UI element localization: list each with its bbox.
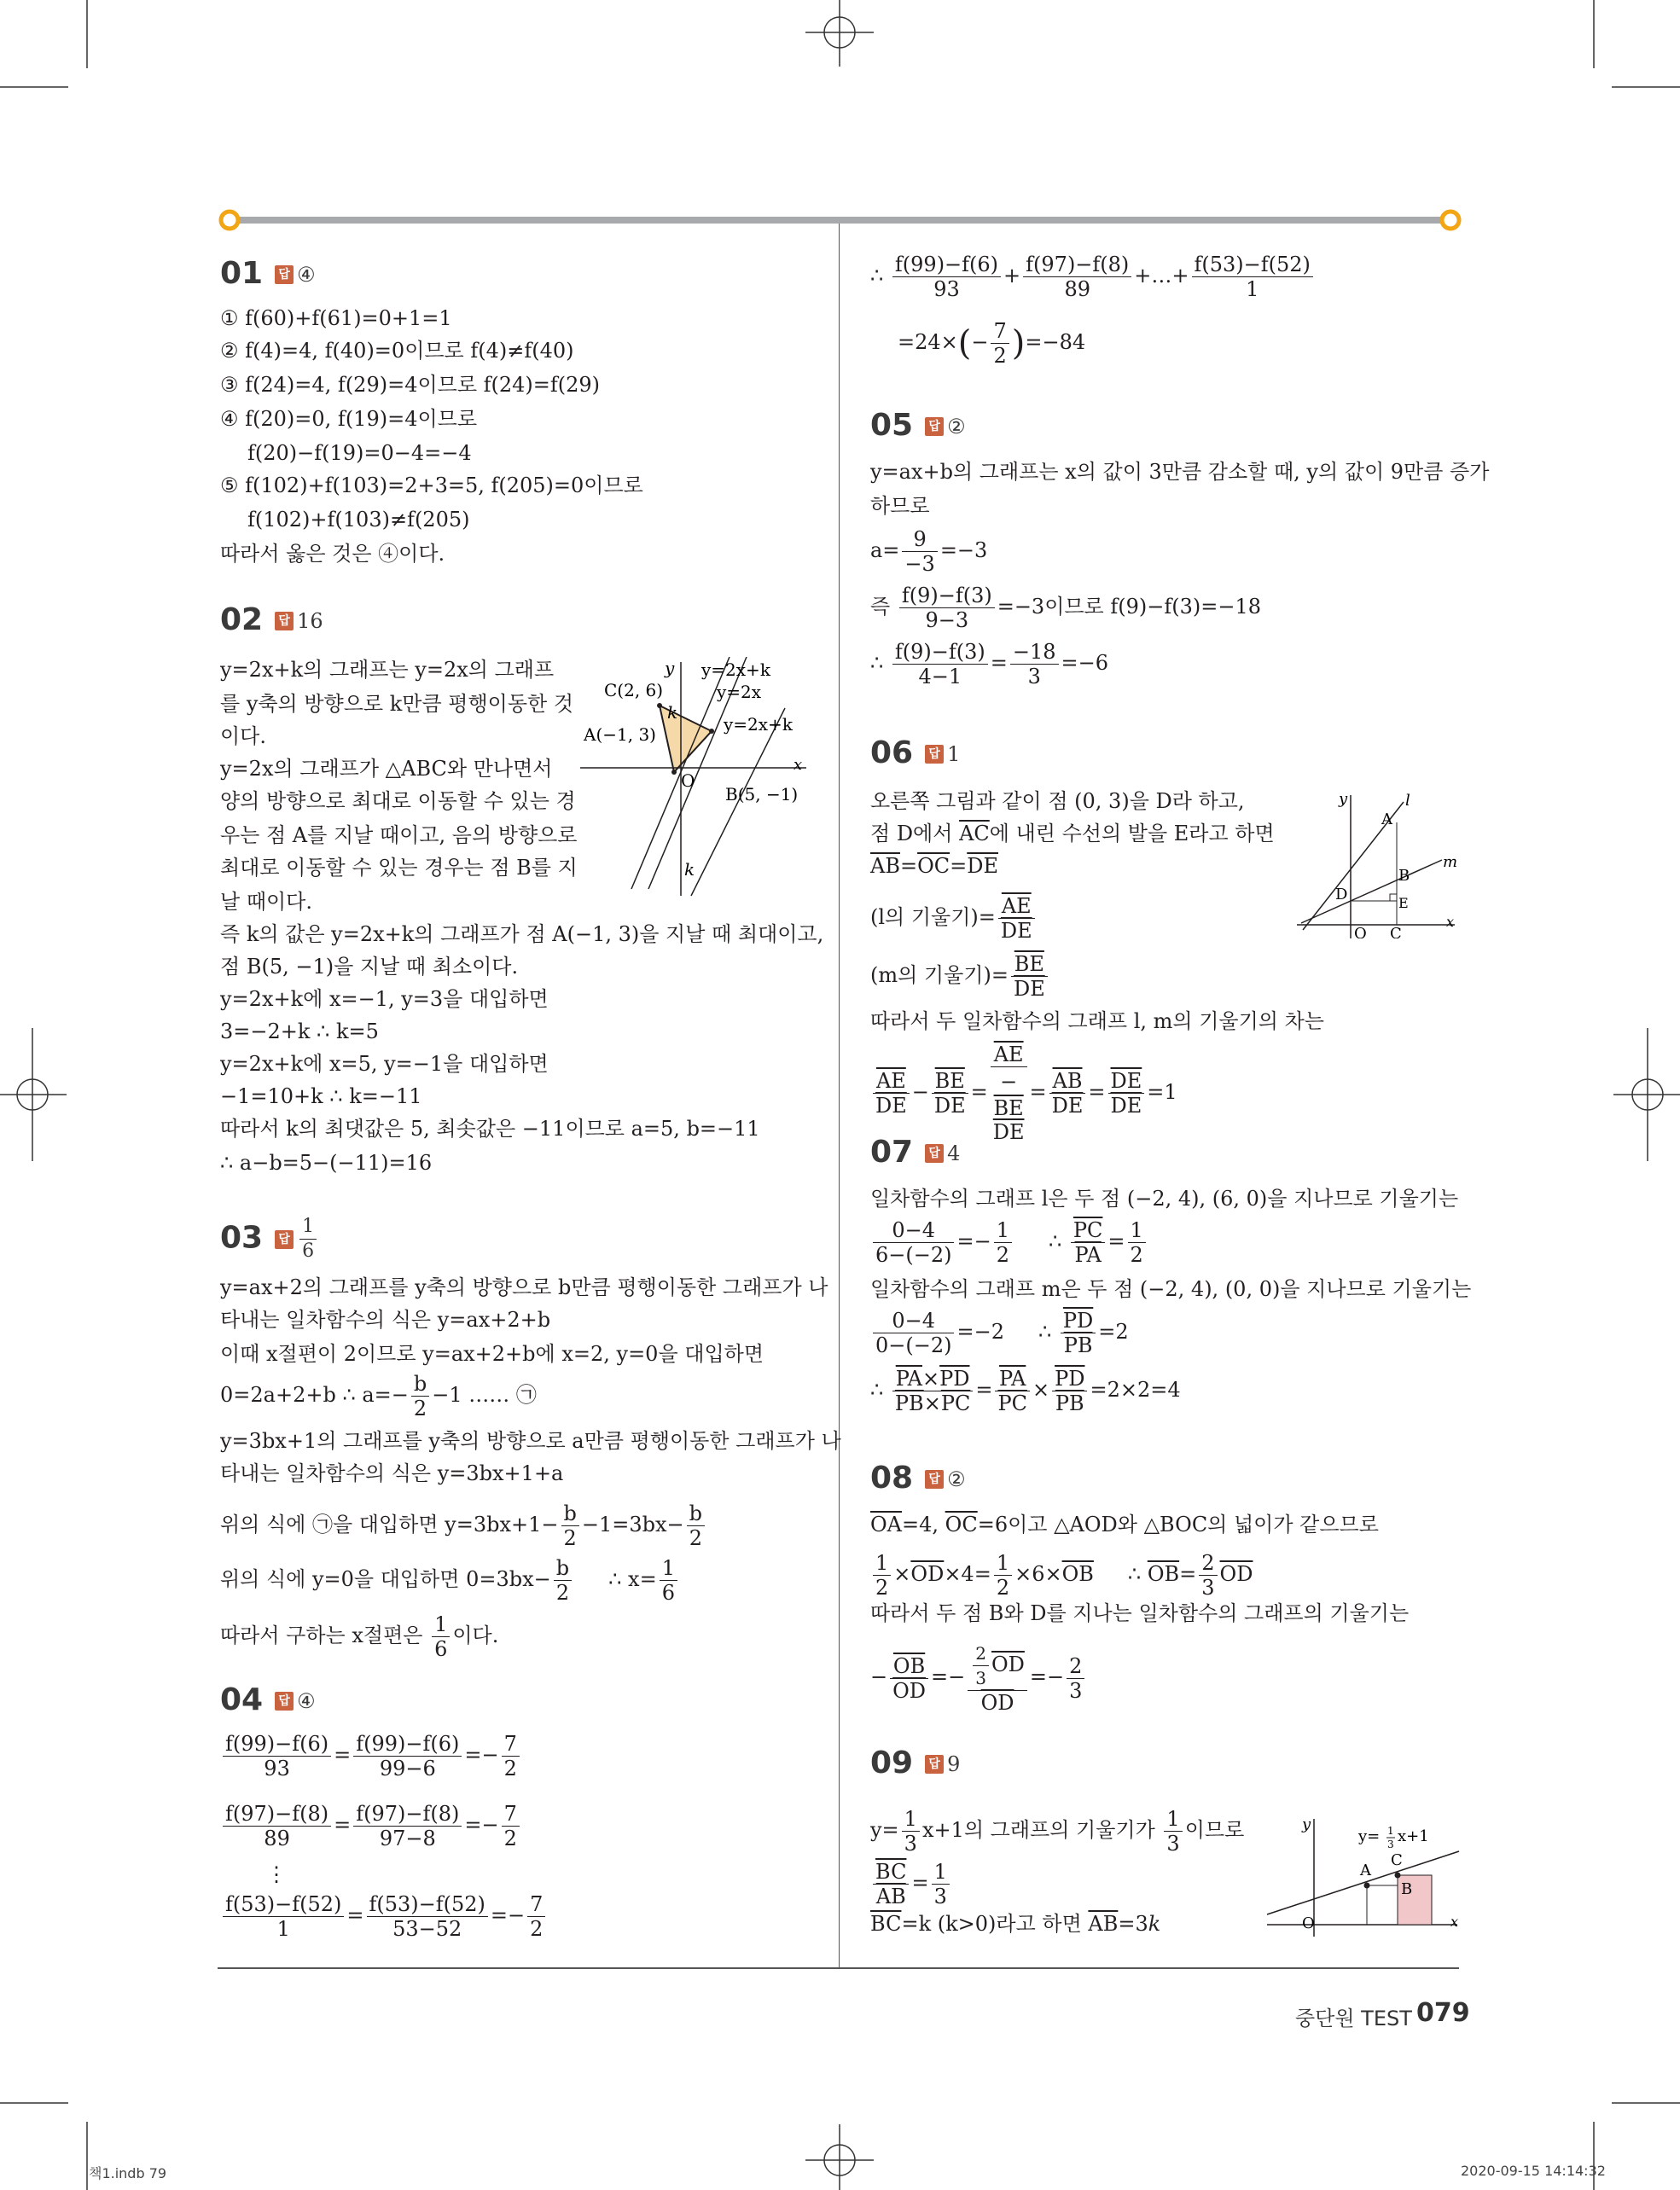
q08-equation: $\frac{1}{2}$ $\times\overline{OD}\times 4=$ $\frac{1}{2}$ $\times 6\times\overline{OB}$ ∴ $\overline{OB}=$ $\frac{2}{3}$ $\overline{OD}$ [870,1551,1253,1600]
q04-sum: ∴ $\frac{f(99)-f(6)}{93}$ + $\frac{f(97)-f(8)}{89}$ +…+ $\frac{f(53)-f(52)}{1}$ [870,253,1316,301]
q01-line: f(102)+f(103)≠f(205) [247,508,470,532]
bottom-rule [218,1967,1459,1969]
svg-text:C: C [1390,925,1402,938]
q09-header: 09 답 9 [870,1746,961,1780]
q02-line: y=2x+k의 그래프는 y=2x의 그래프 [220,658,555,682]
q02-line: 이다. [220,724,266,748]
line-m [1301,860,1442,923]
q06-graph [1293,785,1463,938]
q02-line: 즉 k의 값은 y=2x+k의 그래프가 점 A(−1, 3)을 지날 때 최대이고, [220,922,824,946]
q07-line: 일차함수의 그래프 m은 두 점 (−2, 4), (0, 0)을 지나므로 기울기는 [870,1277,1472,1301]
svg-text:B: B [1398,867,1410,885]
svg-text:A: A [1360,1862,1371,1879]
q02-graph [580,657,811,904]
q06-equation: (m의 기울기)= $\frac{\overline{BE}}{DE}$ [870,952,1050,1001]
q02-line: 양의 방향으로 최대로 이동할 수 있는 경 [220,789,576,813]
q04-row: $\frac{f(97)-f(8)}{89}$ = $\frac{f(97)-f(8)}{97-8}$ =− $\frac{7}{2}$ [220,1802,522,1850]
svg-text:y=2x: y=2x [717,682,762,702]
q03-header: 03 답 $\frac{1}{6}$ [220,1215,319,1263]
svg-text:y: y [1302,1815,1311,1833]
q05-line: 하므로 [870,494,930,518]
svg-text:3: 3 [1387,1839,1394,1850]
q07-equation: $\frac{0-4}{0-(-2)}$ =−2 ∴ $\frac{\overline{PD}}{PB}$ =2 [870,1309,1129,1357]
svg-text:y=: y= [1358,1827,1381,1845]
q01-line: ⑤ f(102)+f(103)=2+3=5, f(205)=0이므로 [220,473,643,497]
q07-line: 일차함수의 그래프 l은 두 점 (−2, 4), (6, 0)을 지나므로 기울기는 [870,1187,1459,1211]
q02-line: 3=−2+k ∴ k=5 [220,1019,379,1043]
q02-line: 점 B(5, −1)을 지날 때 최소이다. [220,955,519,979]
q03-line: y=3bx+1의 그래프를 y축의 방향으로 a만큼 평행이동한 그래프가 나 [220,1429,841,1453]
q05-header: 05 답 ② [870,408,966,443]
svg-text:l: l [1405,792,1410,810]
svg-text:y=2x+k: y=2x+k [724,714,793,735]
q06-equation: (l의 기울기)= $\frac{\overline{AE}}{DE}$ [870,894,1038,943]
q01-line: ④ f(20)=0, f(19)=4이므로 [220,407,478,431]
q05-equation: 즉 $\frac{f(9)-f(3)}{9-3}$ =−3이므로 f(9)−f(3)=−18 [870,584,1261,632]
print-timestamp: 2020-09-15 14:14:32 [1461,2163,1606,2179]
footer-section-label: 중단원 TEST [1295,2007,1412,2030]
q06-line: 점 D에서 $\overline{AC}$에 내린 수선의 발을 E라고 하면 [870,822,1275,845]
q08-line: 따라서 두 점 B와 D를 지나는 일차함수의 그래프의 기울기는 [870,1601,1410,1625]
q07-equation: $\frac{0-4}{6-(-2)}$ =− $\frac{1}{2}$ ∴ $\frac{\overline{PC}}{PA}$ = $\frac{1}{2}$ [870,1218,1148,1267]
svg-text:B: B [1401,1880,1413,1898]
svg-text:E: E [1398,895,1409,911]
q09-equation: $\frac{\overline{BC}}{AB}$ = $\frac{1}{3}$ [870,1860,952,1908]
q07-header: 07 답 4 [870,1135,961,1170]
q04-row: $\frac{f(53)-f(52)}{1}$ = $\frac{f(53)-f(52)}{53-52}$ =− $\frac{7}{2}$ [220,1892,548,1941]
svg-text:B(5, −1): B(5, −1) [725,784,799,805]
q04-header: 04 답 ④ [220,1682,316,1717]
q06-line: $\overline{AB}=\overline{OC}=\overline{DE}$ [870,854,998,878]
svg-text:x: x [793,756,803,774]
svg-text:y: y [665,658,675,678]
q02-line: ∴ a−b=5−(−11)=16 [220,1151,433,1175]
svg-text:k: k [667,702,678,723]
q02-header: 02 답 16 [220,602,323,637]
svg-text:D: D [1335,886,1348,903]
print-file-info: 책1.indb 79 [89,2165,167,2181]
q02-line: −1=10+k ∴ k=−11 [220,1084,422,1108]
q02-line: y=2x+k에 x=−1, y=3을 대입하면 [220,987,549,1011]
q04-row: $\frac{f(99)-f(6)}{93}$ = $\frac{f(99)-f(6)}{99-6}$ =− $\frac{7}{2}$ [220,1732,522,1780]
svg-text:A(−1, 3): A(−1, 3) [584,724,656,745]
svg-text:A: A [1381,810,1392,828]
q05-equation: ∴ $\frac{f(9)-f(3)}{4-1}$ = $\frac{-18}{3}$ =−6 [870,640,1109,688]
q03-equation: 위의 식에 y=0을 대입하면 0=3bx− $\frac{b}{2}$ ∴ x= $\frac{1}{6}$ [220,1556,680,1605]
q02-line: 따라서 k의 최댓값은 5, 최솟값은 −11이므로 a=5, b=−11 [220,1117,760,1141]
svg-text:C: C [1391,1851,1403,1869]
q02-line: y=2x+k에 x=5, y=−1을 대입하면 [220,1052,549,1076]
q01-line: 따라서 옳은 것은 ④이다. [220,542,445,566]
q01-line: ① f(60)+f(61)=0+1=1 [220,306,452,330]
q06-equation: $\frac{\overline{AE}}{DE}$ − $\frac{\overline{BE}}{DE}$ = $\overline{AE}$ − $\overline{BE}$ $\overline{DE}$ = $\frac{\overline{AB}}{DE}$ = $\frac{\overline{DE}}{DE}$ =1 [870,1043,1177,1144]
svg-text:x: x [1450,1914,1459,1930]
svg-text:y: y [1339,790,1348,808]
q02-line: 를 y축의 방향으로 k만큼 평행이동한 것 [220,692,574,716]
q03-line: 타내는 일차함수의 식은 y=ax+2+b [220,1308,551,1332]
q08-line: $\overline{OA}=4$, $\overline{OC}=6$이고 △AOD와 △BOC의 넓이가 같으므로 [870,1513,1379,1536]
q02-line: 최대로 이동할 수 있는 경우는 점 B를 지 [220,856,578,880]
q05-equation: a= $\frac{9}{-3}$ =−3 [870,527,988,576]
q06-header: 06 답 1 [870,735,961,770]
svg-text:O: O [681,770,695,791]
page-number: 079 [1416,1998,1470,2028]
q07-equation: ∴ $\frac{\overline{PA}\times\overline{PD}}{\overline{PB}\times\overline{PC}}$ = $\frac{\overline{PA}}{PC}$ × $\frac{\overline{PD}}{PB}$ =2×2=4 [870,1367,1181,1415]
q02-line: 날 때이다. [220,890,312,914]
q08-equation: − $\frac{\overline{OB}}{OD}$ =− $\frac{2}{3}$ $\overline{OD}$ OD =− $\frac{2}{3}$ [870,1641,1087,1715]
svg-text:k: k [684,859,695,880]
q05-line: y=ax+b의 그래프는 x의 값이 3만큼 감소할 때, y의 값이 9만큼 증가 [870,460,1490,484]
svg-text:1: 1 [1387,1825,1394,1837]
svg-text:O: O [1354,925,1367,938]
q02-line: y=2x의 그래프가 △ABC와 만나면서 [220,757,553,781]
q09-line: $\overline{BC}=k$ (k>0)라고 하면 $\overline{AB}=3k$ [870,1912,1161,1936]
q06-line: 따라서 두 일차함수의 그래프 l, m의 기울기의 차는 [870,1009,1324,1033]
q01-line: ② f(4)=4, f(40)=0이므로 f(4)≠f(40) [220,339,574,363]
svg-text:C(2, 6): C(2, 6) [604,680,664,700]
q03-equation: 따라서 구하는 x절편은 $\frac{1}{6}$ 이다. [220,1612,499,1661]
svg-text:x: x [1446,914,1455,930]
svg-text:m: m [1443,853,1458,871]
q01-line: f(20)−f(19)=0−4=−4 [247,441,472,465]
q03-equation: 0=2a+2+b ∴ a=− $\frac{b}{2}$ −1 …… ㉠ [220,1372,537,1420]
q09-graph [1263,1809,1468,1937]
q03-line: 이때 x절편이 2이므로 y=ax+2+b에 x=2, y=0을 대입하면 [220,1342,764,1366]
q04-dots: ⋮ [266,1862,287,1886]
q06-line: 오른쪽 그림과 같이 점 (0, 3)을 D라 하고, [870,789,1245,813]
column-divider [839,224,840,1968]
svg-text:O: O [1302,1914,1315,1932]
q01-line: ③ f(24)=4, f(29)=4이므로 f(24)=f(29) [220,373,601,397]
svg-text:x+1: x+1 [1398,1827,1429,1845]
header-bar [218,208,1463,232]
q04-result: =24×(− $\frac{7}{2}$ )=−84 [898,319,1086,368]
q01-header: 01 답 ④ [220,256,316,291]
q03-equation: 위의 식에 ㉠을 대입하면 y=3bx+1− $\frac{b}{2}$ −1=3bx− $\frac{b}{2}$ [220,1502,707,1550]
q08-header: 08 답 ② [870,1461,966,1496]
q02-line: 우는 점 A를 지날 때이고, 음의 방향으로 [220,823,578,847]
q09-equation: y= $\frac{1}{3}$ x+1의 그래프의 기울기가 $\frac{1}{3}$ 이므로 [870,1807,1245,1856]
svg-text:y=2x+k: y=2x+k [701,659,770,680]
q03-line: 타내는 일차함수의 식은 y=3bx+1+a [220,1461,564,1485]
q03-line: y=ax+2의 그래프를 y축의 방향으로 b만큼 평행이동한 그래프가 나 [220,1275,828,1299]
